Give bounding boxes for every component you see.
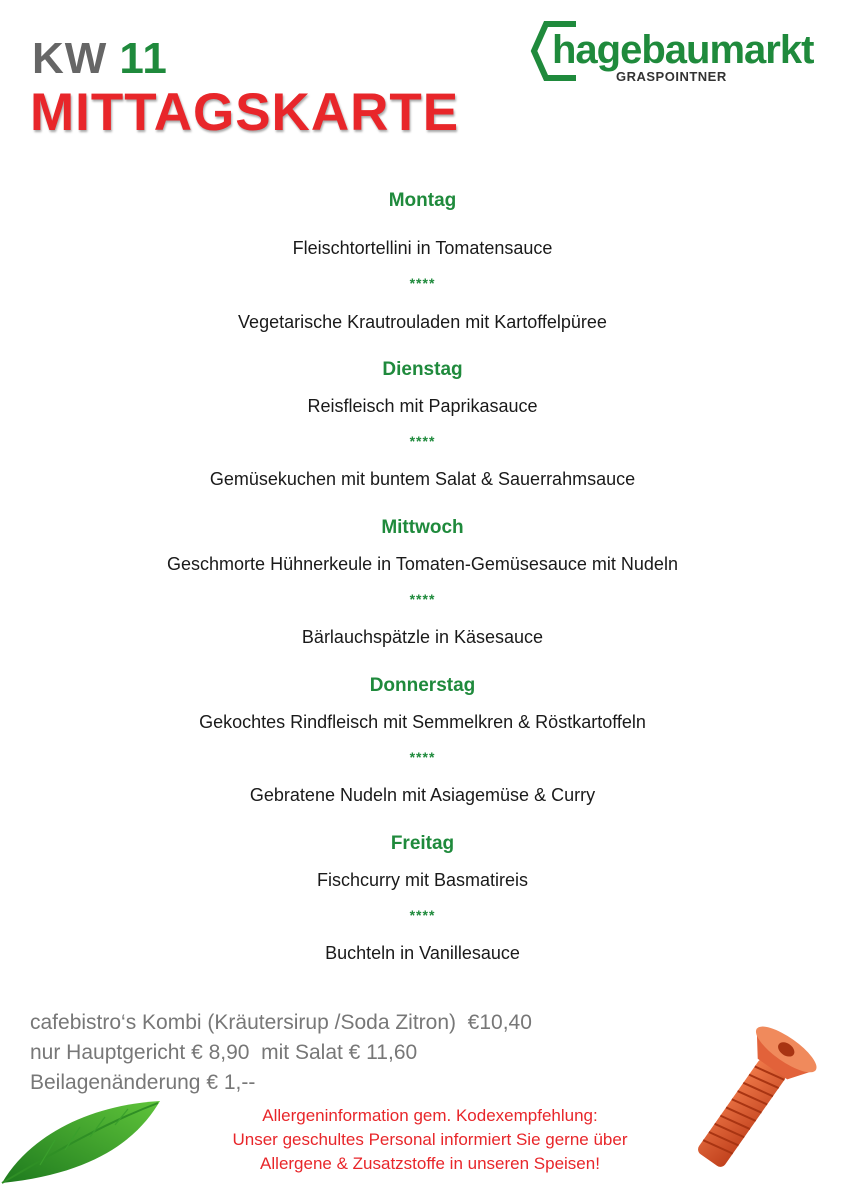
dish-tuesday-2: Gemüsekuchen mit buntem Salat & Sauerrahmsauce xyxy=(209,469,636,489)
separator: **** xyxy=(409,907,436,923)
separator: **** xyxy=(409,433,436,449)
dish-friday-1: Fischcurry mit Basmatireis xyxy=(316,870,529,890)
dish-wednesday-2: Bärlauchspätzle in Käsesauce xyxy=(301,627,544,647)
kw-number: 11 xyxy=(119,34,168,83)
logo-brand-part1: hagebau xyxy=(552,28,710,72)
separator: **** xyxy=(409,749,436,765)
hagebaumarkt-logo xyxy=(530,18,830,88)
kw-label: KW xyxy=(32,34,108,83)
allergen-line-1: Allergeninformation gem. Kodexempfehlung: xyxy=(262,1106,598,1125)
leaf-icon xyxy=(0,1095,165,1190)
dish-friday-2: Buchteln in Vanillesauce xyxy=(325,943,520,963)
screw-icon xyxy=(676,1018,826,1178)
day-label-wednesday: Mittwoch xyxy=(381,517,464,538)
dish-thursday-2: Gebratene Nudeln mit Asiagemüse & Curry xyxy=(249,785,596,805)
allergen-line-3: Allergene & Zusatzstoffe in unseren Speisen! xyxy=(260,1154,600,1173)
price-line-main: nur Hauptgericht € 8,90 mit Salat € 11,60 xyxy=(30,1041,418,1064)
allergen-info xyxy=(150,1104,710,1176)
dish-tuesday-1: Reisfleisch mit Paprikasauce xyxy=(307,396,538,416)
day-label-thursday: Donnerstag xyxy=(369,675,476,696)
logo-brand-part2: markt xyxy=(709,28,814,72)
day-label-monday: Montag xyxy=(388,190,457,211)
separator: **** xyxy=(409,591,436,607)
allergen-line-2: Unser geschultes Personal informiert Sie gerne über xyxy=(232,1130,628,1149)
dish-wednesday-1: Geschmorte Hühnerkeule in Tomaten-Gemüsesauce mit Nudeln xyxy=(167,554,678,574)
separator: **** xyxy=(409,275,436,291)
dish-thursday-1: Gekochtes Rindfleisch mit Semmelkren & Röstkartoffeln xyxy=(199,712,646,732)
page-title: MITTAGSKARTE xyxy=(30,83,460,142)
price-line-kombi: cafebistro‘s Kombi (Kräutersirup /Soda Zitron) €10,40 xyxy=(30,1011,532,1034)
dish-monday-1: Fleischtortellini in Tomatensauce xyxy=(292,238,553,258)
price-info xyxy=(30,1008,532,1098)
price-line-side: Beilagenänderung € 1,-- xyxy=(30,1071,256,1094)
day-label-tuesday: Dienstag xyxy=(382,359,463,380)
week-number xyxy=(32,34,168,84)
dish-monday-2: Vegetarische Krautrouladen mit Kartoffelpüree xyxy=(238,312,607,332)
day-label-friday: Freitag xyxy=(390,833,455,854)
logo-subtitle: GRASPOINTNER xyxy=(616,69,727,84)
logo-brand xyxy=(552,28,813,73)
